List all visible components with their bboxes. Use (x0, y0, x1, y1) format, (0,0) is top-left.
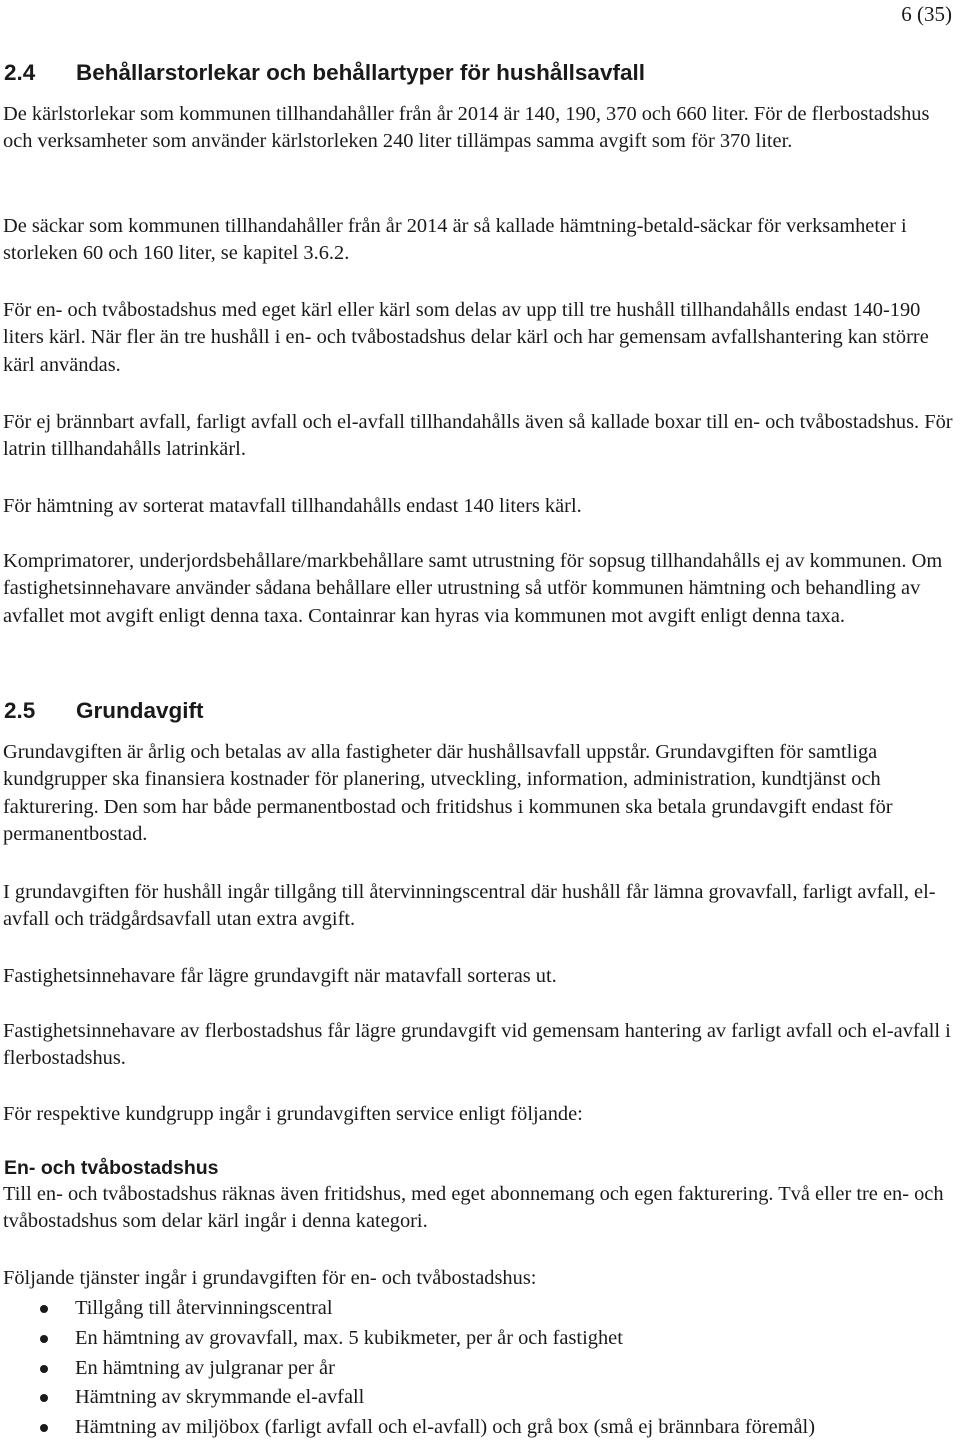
paragraph: För ej brännbart avfall, farligt avfall och el-avfall tillhandahålls även så kallade boxar till en- och tvåbostadshus. För latrin tillhandahålls latrinkärl. (3, 411, 953, 461)
list-item-text: En hämtning av julgranar per år (75, 1356, 335, 1379)
paragraph: Till en- och tvåbostadshus räknas även fritidshus, med eget abonnemang och egen fakturering. Två eller tre en- och tvåbostadshus som delar kärl ingår i denna kategori. (3, 1183, 944, 1233)
paragraph: Komprimatorer, underjordsbehållare/markbehållare samt utrustning för sopsug tillhandahålls ej av kommunen. Om fastighetsinnehavare använder sådana behållare eller utrustning så utför kommunen hämtning och behandling av avfallet mot avgift enligt denna taxa. Containrar kan hyras via kommunen mot avgift enligt denna taxa. (3, 550, 943, 627)
bullet-icon (40, 1365, 48, 1373)
section-title: Grundavgift (76, 698, 204, 723)
services-list (0, 1294, 815, 1443)
paragraph: För hämtning av sorterat matavfall tillhandahålls endast 140 liters kärl. (3, 495, 582, 517)
section-title: Behållarstorlekar och behållartyper för hushållsavfall (76, 60, 645, 85)
section-number: 2.5 (4, 698, 36, 723)
paragraph: För respektive kundgrupp ingår i grundavgiften service enligt följande: (3, 1103, 583, 1125)
list-item (0, 1383, 815, 1413)
section-heading-2-4 (4, 59, 645, 87)
list-item-text: En hämtning av grovavfall, max. 5 kubikmeter, per år och fastighet (75, 1326, 623, 1349)
list-item (0, 1324, 815, 1354)
subsection-heading: En- och tvåbostadshus (4, 1157, 219, 1179)
paragraph: I grundavgiften för hushåll ingår tillgång till återvinningscentral där hushåll får lämna grovavfall, farligt avfall, el-avfall och trädgårdsavfall utan extra avgift. (3, 881, 936, 931)
bullet-icon (40, 1424, 48, 1432)
paragraph: Följande tjänster ingår i grundavgiften för en- och tvåbostadshus: (3, 1267, 537, 1289)
paragraph: De säckar som kommunen tillhandahåller från år 2014 är så kallade hämtning-betald-säckar för verksamheter i storleken 60 och 160 liter, se kapitel 3.6.2. (3, 215, 907, 265)
list-item-text: Tillgång till återvinningscentral (75, 1297, 333, 1319)
bullet-icon (40, 1335, 48, 1343)
paragraph: Fastighetsinnehavare av flerbostadshus får lägre grundavgift vid gemensam hantering av farligt avfall och el-avfall i flerbostadshus. (3, 1020, 951, 1070)
list-item-text: Hämtning av skrymmande el-avfall (75, 1386, 365, 1409)
paragraph: Grundavgiften är årlig och betalas av alla fastigheter där hushållsavfall uppstår. Grundavgiften för samtliga kundgrupper ska finansiera kostnader för planering, utveckling, information, administration, kundtjänst och fakturering. Den som har både permanentbostad och fritidshus i kommunen ska betala grundavgift endast för permanentbostad. (3, 741, 893, 846)
list-item (0, 1294, 815, 1324)
bullet-icon (40, 1394, 48, 1402)
page-number: 6 (35) (901, 2, 952, 26)
paragraph: De kärlstorlekar som kommunen tillhandahåller från år 2014 är 140, 190, 370 och 660 liter. För de flerbostadshus och verksamheter som använder kärlstorleken 240 liter tillämpas samma avgift som för 370 liter. (3, 103, 930, 153)
paragraph: För en- och tvåbostadshus med eget kärl eller kärl som delas av upp till tre hushåll tillhandahålls endast 140-190 liters kärl. När fler än tre hushåll i en- och tvåbostadshus delar kärl och har gemensam avfallshantering kan större kärl användas. (3, 299, 929, 376)
paragraph: Fastighetsinnehavare får lägre grundavgift när matavfall sorteras ut. (3, 965, 557, 987)
bullet-icon (40, 1305, 48, 1313)
list-item (0, 1354, 815, 1384)
section-number: 2.4 (4, 60, 36, 85)
list-item (0, 1413, 815, 1443)
section-heading-2-5 (4, 697, 204, 725)
list-item-text: Hämtning av miljöbox (farligt avfall och el-avfall) och grå box (små ej brännbara föremål) (75, 1416, 816, 1439)
